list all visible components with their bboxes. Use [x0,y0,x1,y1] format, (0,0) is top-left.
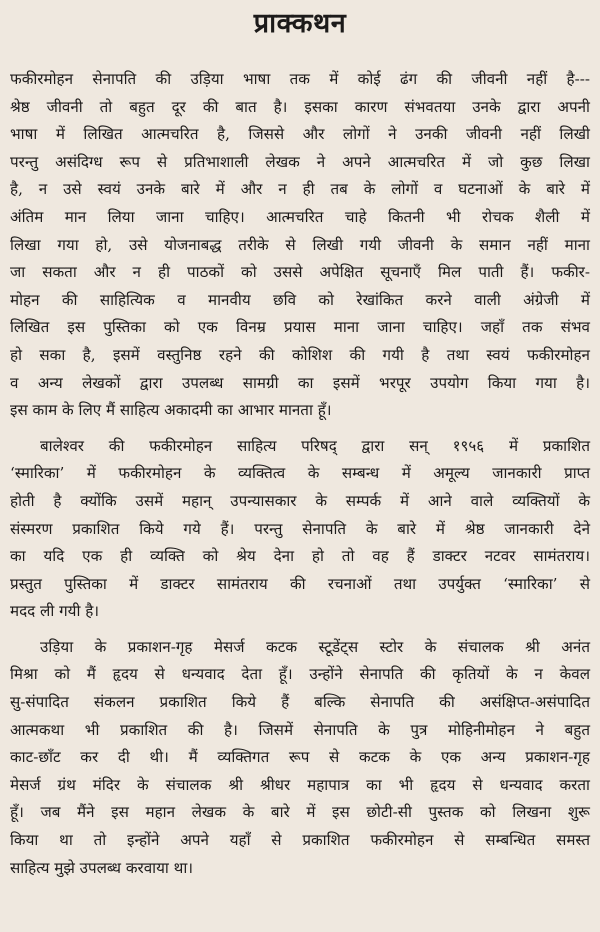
text-line: मदद ली गयी है। [10,602,100,621]
text-line: भाषा में लिखित आत्मचरित है, जिससे और लोगों ने उनकी जीवनी नहीं लिखी [10,125,590,144]
text-line: प्रस्तुत पुस्तिका में डाक्टर सामंतराय की रचनाओं तथा उपर्युक्त ‘स्मारिका’ से [10,574,590,593]
text-line: हूँ। जब मैंने इस महान लेखक के बारे में इस छोटी-सी पुस्तक को लिखना शुरू [10,803,590,822]
text-line: किया था तो इन्होंने अपने यहाँ से प्रकाशित फकीरमोहन से सम्बन्धित समस्त [10,831,590,850]
text-line: इस काम के लिए मैं साहित्य अकादमी का आभार मानता हूँ। [10,401,332,420]
text-line: बालेश्वर की फकीरमोहन साहित्य परिषद् द्वारा सन् १९५६ में प्रकाशित [40,436,590,455]
text-line: आत्मकथा भी प्रकाशित की है। जिसमें सेनापति के पुत्र मोहिनीमोहन ने बहुत [10,720,590,739]
text-line: लिखा गया हो, उसे योजनाबद्ध तरीके से लिखी गयी जीवनी के समान नहीं माना [10,235,590,254]
text-line: काट-छाँट कर दी थी। मैं व्यक्तिगत रूप से कटक के एक अन्य प्रकाशन-गृह [10,748,590,767]
text-line: व अन्य लेखकों द्वारा उपलब्ध सामग्री का इसमें भरपूर उपयोग किया गया है। [10,373,590,392]
paragraph-1 [10,66,590,425]
text-line: जा सकता और न ही पाठकों को उससे अपेक्षित सूचनाएँ मिल पाती हैं। फकीर- [10,263,590,282]
text-line: है, न उसे स्वयं उनके बारे में और न ही तब के लोगों व घटनाओं के बारे में [10,180,590,199]
text-line: मेसर्ज ग्रंथ मंदिर के संचालक श्री श्रीधर महापात्र का भी हृदय से धन्यवाद करता [10,775,590,794]
text-line: परन्तु असंदिग्ध रूप से प्रतिभाशाली लेखक ने अपने आत्मचरित में जो कुछ लिखा [10,152,590,171]
text-line: लिखित इस पुस्तिका को एक विनम्र प्रयास माना जाना चाहिए। जहाँ तक संभव [10,318,590,337]
page-title: प्राक्कथन [253,8,347,39]
paragraph-2 [10,433,590,626]
text-line: हो सका है, इसमें वस्तुनिष्ठ रहने की कोशिश की गयी है तथा स्वयं फकीरमोहन [10,345,590,364]
text-line: ‘स्मारिका’ में फकीरमोहन के व्यक्तित्व के सम्बन्ध में अमूल्य जानकारी प्राप्त [10,464,590,483]
text-line: होती है क्योंकि उसमें महान् उपन्यासकार के सम्पर्क में आने वाले व्यक्तियों के [10,491,590,510]
text-line: सु-संपादित संकलन प्रकाशित किये हैं बल्कि सेनापति की असंक्षिप्त-असंपादित [10,693,590,712]
text-line: संस्मरण प्रकाशित किये गये हैं। परन्तु सेनापति के बारे में श्रेष्ठ जानकारी देने [10,519,590,538]
paragraph-3 [10,634,590,882]
text-line: मोहन की साहित्यिक व मानवीय छवि को रेखांकित करने वाली अंग्रेजी में [10,290,590,309]
text-line: साहित्य मुझे उपलब्ध करवाया था। [10,858,194,877]
text-line: मिश्रा को मैं हृदय से धन्यवाद देता हूँ। उन्होंने सेनापति की कृतियों के न केवल [10,665,590,684]
text-line: का यदि एक ही व्यक्ति को श्रेय देना हो तो वह हैं डाक्टर नटवर सामंतराय। [10,547,590,566]
text-line: उड़िया के प्रकाशन-गृह मेसर्ज कटक स्टूडेंट्स स्टोर के संचालक श्री अनंत [40,637,590,656]
text-line: अंतिम मान लिया जाना चाहिए। आत्मचरित चाहे कितनी भी रोचक शैली में [10,207,590,226]
text-line: श्रेष्ठ जीवनी तो बहुत दूर की बात है। इसका कारण संभवतया उनके द्वारा अपनी [10,97,590,116]
text-line: फकीरमोहन सेनापति की उड़िया भाषा तक में कोई ढंग की जीवनी नहीं है--- [10,70,590,88]
